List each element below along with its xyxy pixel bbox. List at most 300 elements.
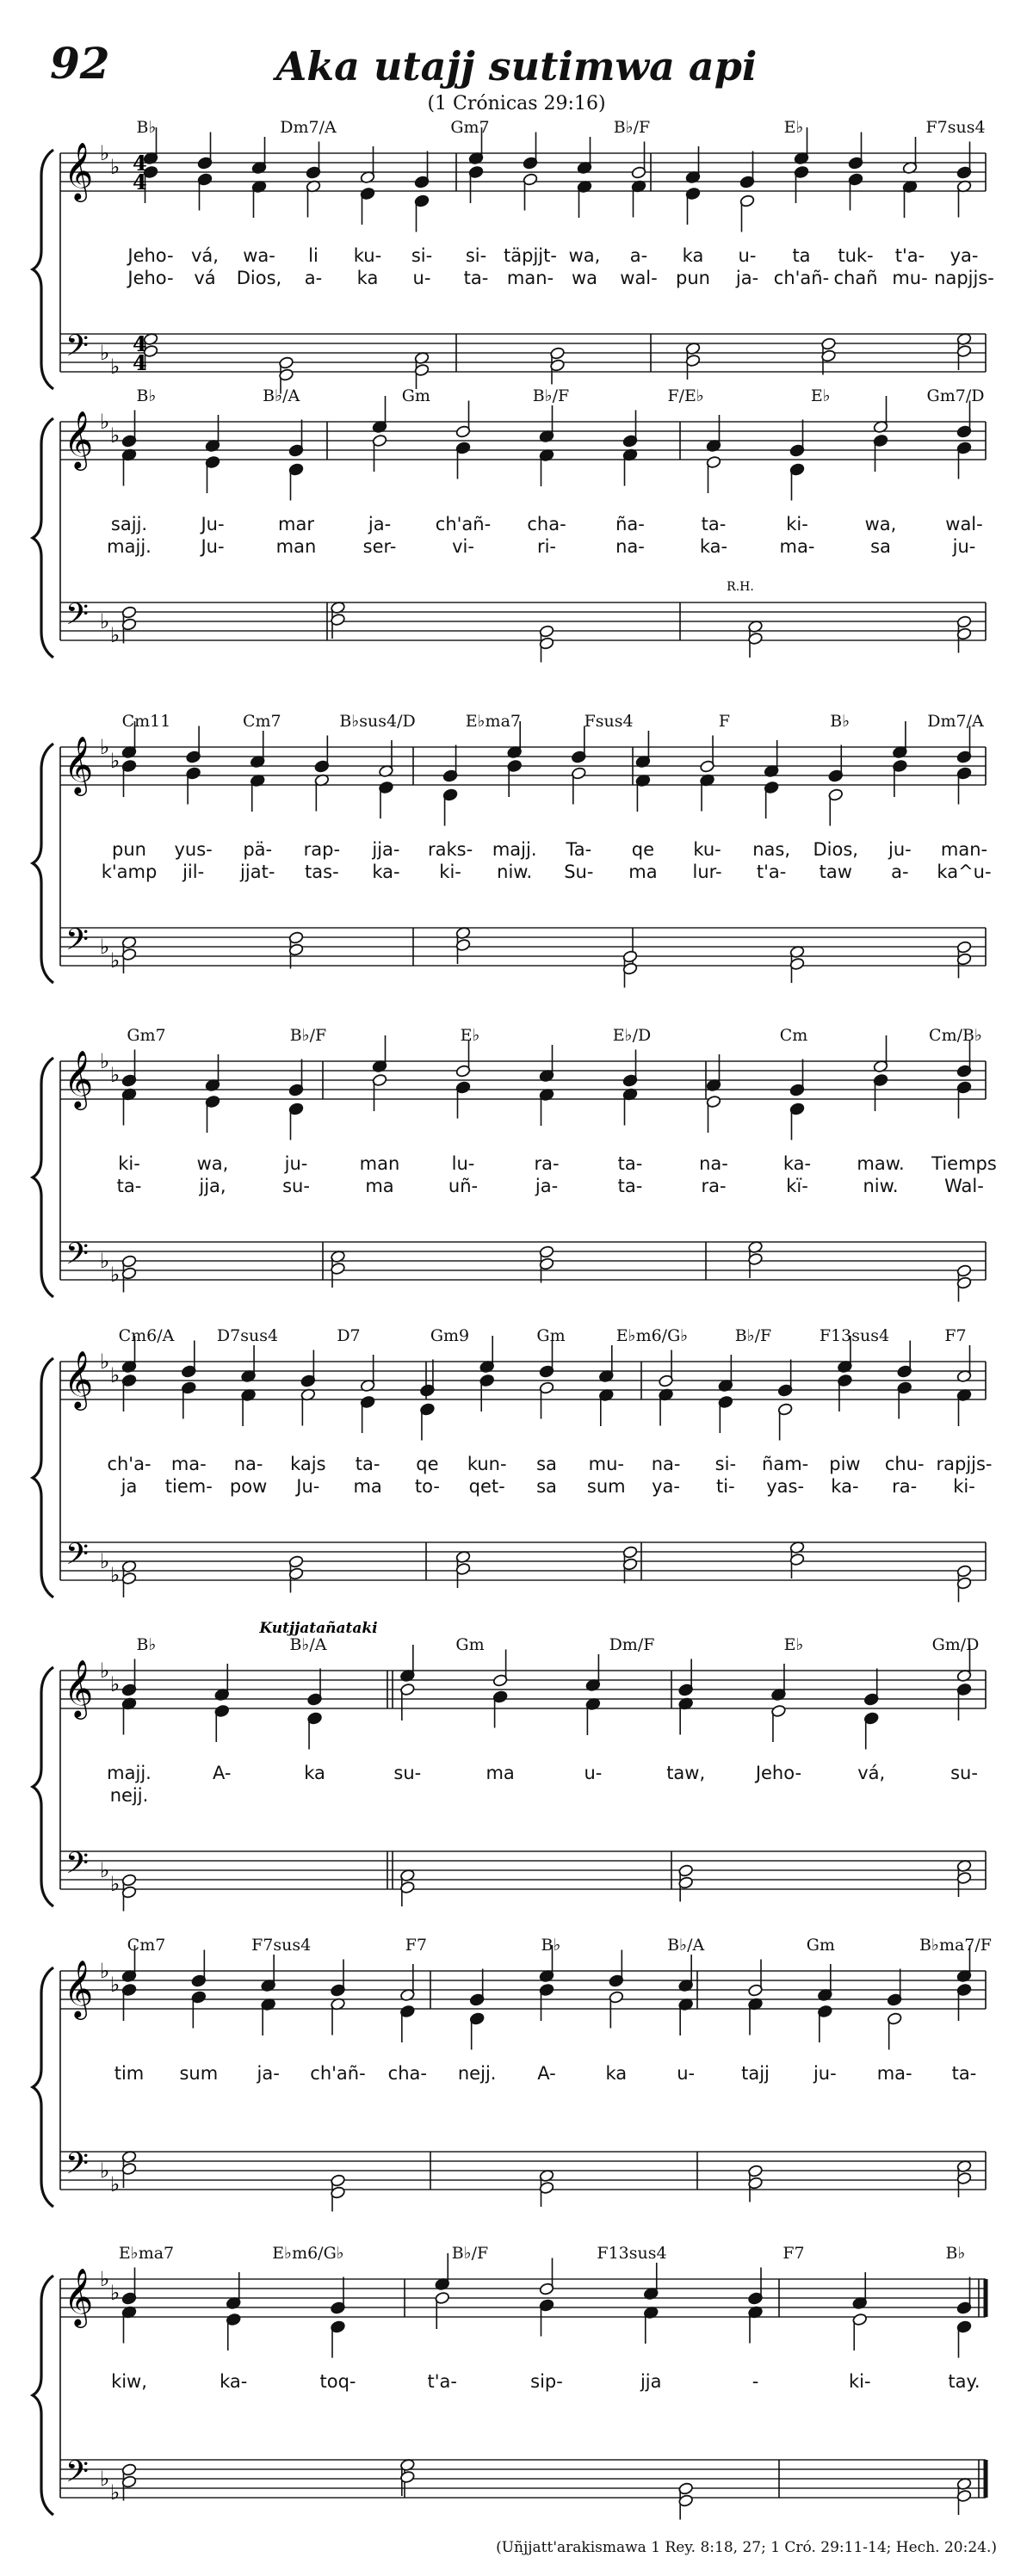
bass-clef: 𝄢	[65, 1236, 90, 1278]
key-signature-flat: ♭	[100, 735, 110, 759]
staff-brace	[33, 418, 53, 658]
note	[205, 1095, 220, 1133]
note	[771, 1704, 787, 1742]
note	[251, 137, 267, 175]
note	[205, 415, 220, 453]
note	[789, 463, 805, 501]
lyric-verse-2: niw.	[497, 862, 533, 882]
lyric-verse-1: na-	[233, 1454, 263, 1474]
bass-clef: 𝄢	[65, 2454, 90, 2496]
lyric-verse-1: a-	[629, 245, 648, 266]
note	[902, 137, 918, 175]
note	[678, 1998, 694, 2035]
lyric-verse-1: ñam-	[762, 1454, 809, 1474]
note	[577, 137, 592, 175]
note	[585, 1697, 601, 1735]
lyric-verse-1: ju-	[284, 1153, 308, 1174]
note	[306, 180, 321, 218]
lyric-verse-2: ja-	[535, 1176, 559, 1196]
chord-symbol: B♭	[136, 118, 157, 137]
lyric-verse-2: ja	[121, 1476, 138, 1497]
lyric-verse-2: ka-	[699, 536, 728, 557]
note	[360, 1395, 375, 1433]
bass-staff	[60, 334, 986, 372]
lyric-verse-1: t'a-	[427, 2371, 457, 2392]
chord-symbol: F7sus4	[251, 1936, 312, 1955]
lyric-verse-1: rap-	[303, 839, 341, 860]
hymn-title: Aka utajj sutimwa api	[275, 43, 758, 90]
lyric-verse-1: mar	[278, 514, 314, 534]
lyric-verse-2: sa	[870, 536, 891, 557]
lyric-verse-1: majj.	[492, 839, 537, 860]
lyric-verse-1: vá,	[857, 1763, 886, 1783]
chord-symbol: B♭/F	[451, 2244, 489, 2263]
note	[748, 1960, 764, 1998]
lyric-verse-2: napjjs-	[934, 268, 994, 288]
lyric-verse-2: taw	[819, 862, 852, 882]
lyric-verse-1: piw	[829, 1454, 861, 1474]
note	[789, 420, 805, 458]
scripture-reference: (1 Crónicas 29:16)	[427, 93, 606, 114]
lyric-verse-2: jjat-	[240, 862, 275, 882]
lyric-verse-1: u-	[677, 2063, 696, 2084]
lyric-verse-1: ka	[682, 245, 704, 266]
system-4	[33, 1035, 986, 1302]
note	[181, 1341, 196, 1379]
key-signature-flat: ♭	[100, 2467, 110, 2491]
note	[442, 745, 458, 783]
lyric-verse-1: sa	[536, 1454, 557, 1474]
lyric-verse-1: sip-	[530, 2371, 563, 2392]
lyric-verse-2: nejj.	[109, 1785, 149, 1806]
lyric-verse-2: ta-	[116, 1176, 142, 1196]
lyric-verse-2: t'a-	[756, 862, 787, 882]
bass-clef: 𝄢	[65, 1845, 90, 1887]
chord-symbol: Cm7	[242, 712, 281, 731]
key-signature-flat: ♭	[110, 423, 121, 448]
note	[300, 1350, 316, 1388]
note	[372, 434, 387, 472]
note	[468, 165, 484, 203]
lyric-verse-1: ka-	[782, 1153, 812, 1174]
lyric-verse-2: Su-	[564, 862, 594, 882]
chord-symbol: Dm7/A	[280, 118, 337, 137]
note	[469, 1969, 485, 2007]
lyric-verse-1: wa-	[243, 245, 275, 266]
lyric-verse-1: si-	[714, 1454, 737, 1474]
chord-symbol: B♭/F	[734, 1326, 772, 1345]
lyric-verse-1: wa,	[196, 1153, 229, 1174]
chord-symbol: D7sus4	[216, 1326, 279, 1345]
treble-clef: 𝄞	[64, 1959, 94, 2017]
note	[659, 1388, 674, 1426]
note	[419, 1360, 435, 1398]
treble-staff	[60, 1671, 986, 1708]
note	[306, 142, 321, 180]
note	[539, 1045, 554, 1083]
note	[794, 165, 809, 203]
note	[902, 180, 918, 218]
lyric-verse-1: u-	[584, 1763, 603, 1783]
staff-brace	[33, 1667, 53, 1906]
treble-clef: 𝄞	[64, 2267, 94, 2326]
lyric-verse-1: ra-	[534, 1153, 560, 1174]
note	[414, 151, 430, 189]
bass-clef: 𝄢	[65, 328, 90, 370]
lyric-verse-1: majj.	[107, 1763, 152, 1783]
lyric-verse-1: man	[359, 1153, 400, 1174]
note	[892, 759, 907, 797]
note	[288, 463, 304, 501]
chord-symbol: B♭/F	[613, 118, 651, 137]
note	[892, 721, 907, 759]
note	[764, 781, 779, 819]
note	[622, 1050, 638, 1088]
chord-symbol: B♭	[945, 2244, 966, 2263]
note	[622, 411, 638, 448]
note	[897, 1341, 912, 1379]
key-signature-flat: ♭	[110, 1263, 121, 1287]
chord-symbol: Gm	[455, 1635, 485, 1654]
bass-staff	[60, 1542, 986, 1580]
key-signature-flat: ♭	[100, 410, 110, 434]
key-signature-flat: ♭	[110, 948, 121, 973]
note	[539, 448, 554, 486]
lyric-verse-2: majj.	[107, 536, 152, 557]
lyric-verse-2: ta-	[463, 268, 489, 288]
note	[331, 2277, 346, 2315]
lyric-verse-1: chu-	[884, 1454, 925, 1474]
system-2	[33, 396, 986, 663]
note	[571, 726, 586, 764]
key-signature-flat: ♭	[100, 2159, 110, 2183]
note	[205, 455, 220, 493]
bass-staff	[60, 2460, 986, 2498]
lyric-verse-1: ja-	[257, 2063, 280, 2084]
note	[585, 1654, 601, 1692]
lyric-verse-1: cha-	[387, 2063, 427, 2084]
right-hand-marking: R.H.	[727, 580, 754, 594]
chord-symbol: B♭/A	[263, 386, 300, 405]
lyric-verse-2: ta-	[617, 1176, 643, 1196]
lyric-verse-1: Jeho-	[755, 1763, 802, 1783]
key-signature-flat: ♭	[110, 1672, 121, 1696]
key-signature-flat: ♭	[100, 935, 110, 959]
lyric-verse-1: ki-	[848, 2371, 871, 2392]
note	[848, 133, 863, 170]
treble-clef: 𝄞	[64, 1350, 94, 1408]
lyric-verse-1: ka-	[220, 2371, 248, 2392]
lyric-verse-1: su-	[393, 1763, 422, 1783]
lyric-verse-2: sum	[586, 1476, 626, 1497]
chord-symbol: F13sus4	[597, 2244, 667, 2263]
note	[956, 726, 972, 764]
note	[121, 1659, 137, 1697]
lyric-verse-2: ki-	[953, 1476, 975, 1497]
note	[739, 151, 755, 189]
note	[678, 1659, 694, 1697]
lyric-verse-1: tuk-	[838, 245, 874, 266]
lyric-verse-1: ja-	[368, 514, 392, 534]
lyric-verse-2: man	[275, 536, 317, 557]
note	[455, 1041, 471, 1078]
note	[956, 1345, 972, 1383]
note	[777, 1360, 793, 1398]
note	[121, 1374, 137, 1412]
note	[523, 133, 538, 170]
chord-symbol: Gm	[536, 1326, 566, 1345]
note	[622, 1088, 638, 1126]
note	[873, 396, 888, 434]
note	[635, 731, 651, 769]
note	[251, 180, 267, 218]
lyric-verse-1: t'a-	[894, 245, 925, 266]
lyric-verse-1: ch'añ-	[435, 514, 492, 534]
lyric-verse-1: ta-	[701, 514, 727, 534]
chord-symbol: B♭sus4/D	[339, 712, 416, 731]
note	[956, 1041, 972, 1078]
lyric-verse-1: lu-	[451, 1153, 475, 1174]
lyric-verse-2: ja-	[735, 268, 759, 288]
lyric-verse-1: man-	[940, 839, 988, 860]
chord-symbol: B♭ma7/F	[919, 1936, 992, 1955]
lyric-verse-1: mu-	[588, 1454, 624, 1474]
lyric-verse-2: niw.	[863, 1176, 899, 1196]
lyric-verse-1: u-	[738, 245, 757, 266]
bass-clef: 𝄢	[65, 2146, 90, 2188]
lyric-verse-1: tim	[114, 2063, 145, 2084]
note	[250, 731, 265, 769]
key-signature-flat: ♭	[100, 1659, 110, 1683]
lyric-verse-1: ya-	[949, 245, 979, 266]
note	[863, 1712, 879, 1750]
time-signature-bottom: 4	[133, 170, 147, 195]
note	[379, 781, 394, 819]
lyric-verse-1: si-	[411, 245, 433, 266]
note	[598, 1388, 614, 1426]
note	[887, 1969, 902, 2007]
note	[331, 1998, 346, 2035]
treble-clef: 𝄞	[64, 1659, 94, 1717]
lyric-verse-1: wa,	[568, 245, 601, 266]
note	[372, 1035, 387, 1073]
lyric-verse-1: nas,	[752, 839, 791, 860]
lyric-verse-1: ta-	[951, 2063, 977, 2084]
lyric-verse-2: ya-	[652, 1476, 681, 1497]
key-signature-flat: ♭	[100, 1858, 110, 1882]
note	[205, 1054, 220, 1092]
chord-symbol: F7	[405, 1936, 427, 1955]
lyric-verse-2: ra-	[701, 1176, 727, 1196]
note	[360, 146, 375, 184]
note	[307, 1669, 323, 1707]
lyric-verse-2: vá	[194, 268, 216, 288]
note	[643, 2306, 659, 2344]
note	[956, 1388, 972, 1426]
lyric-verse-1: na-	[651, 1454, 681, 1474]
key-signature-flat: ♭	[110, 1872, 121, 1896]
note	[863, 1669, 879, 1707]
lyric-verse-1: ka	[304, 1763, 325, 1783]
lyric-verse-2: ma	[628, 862, 658, 882]
chord-symbol: F/E♭	[667, 386, 704, 405]
note	[121, 1697, 137, 1735]
key-signature-flat: ♭	[100, 2267, 110, 2291]
note	[121, 1983, 137, 2021]
note	[300, 1388, 316, 1426]
staff-brace	[33, 2276, 53, 2515]
lyric-verse-1: ma	[486, 1763, 515, 1783]
chord-symbol: B♭	[830, 712, 851, 731]
note	[956, 1983, 972, 2021]
key-signature-flat: ♭	[110, 2281, 121, 2305]
note	[631, 142, 646, 180]
note	[777, 1403, 793, 1441]
note	[479, 1374, 495, 1412]
chord-symbol: B♭/A	[289, 1635, 327, 1654]
lyric-verse-1: tay.	[948, 2371, 980, 2392]
chord-symbol: F7sus4	[925, 118, 986, 137]
note	[643, 2263, 659, 2301]
key-signature-flat: ♭	[110, 2480, 121, 2505]
note	[307, 1712, 323, 1750]
lyric-verse-2: pow	[229, 1476, 268, 1497]
chord-symbol: Gm	[806, 1936, 835, 1955]
lyric-verse-1: sajj.	[110, 514, 148, 534]
treble-clef: 𝄞	[64, 141, 94, 200]
key-signature-flat: ♭	[100, 1350, 110, 1374]
note	[191, 1950, 207, 1988]
lyric-verse-2: tas-	[305, 862, 339, 882]
note	[539, 2258, 554, 2296]
lyric-verse-1: kiw,	[111, 2371, 147, 2392]
note	[631, 180, 646, 218]
note	[314, 774, 330, 812]
treble-clef: 𝄞	[64, 1049, 94, 1108]
chord-symbol: E♭ma7	[465, 712, 521, 731]
key-signature-flat: ♭	[110, 355, 121, 379]
lyric-verse-2: u-	[412, 268, 431, 288]
lyric-verse-1: rapjjs-	[936, 1454, 993, 1474]
key-signature-flat: ♭	[110, 749, 121, 773]
note	[121, 2306, 137, 2344]
note	[331, 1960, 346, 1998]
chord-symbol: Gm7	[127, 1026, 166, 1045]
note	[771, 1664, 787, 1702]
note	[685, 187, 701, 225]
chord-symbol: Gm7	[450, 118, 490, 137]
lyric-verse-1: ta-	[617, 1153, 643, 1174]
note	[539, 1088, 554, 1126]
note	[372, 396, 387, 434]
bass-clef: 𝄢	[65, 596, 90, 639]
lyric-verse-1: ka	[605, 2063, 628, 2084]
note	[121, 2268, 137, 2306]
lyric-verse-1: A-	[537, 2063, 556, 2084]
chord-symbol: Dm/F	[609, 1635, 655, 1654]
chord-symbol: B♭	[541, 1936, 561, 1955]
bass-clef: 𝄢	[65, 1536, 90, 1578]
chord-symbol: F7	[944, 1326, 967, 1345]
note	[789, 1103, 805, 1140]
note	[748, 2306, 764, 2344]
note	[635, 774, 651, 812]
note	[379, 740, 394, 778]
chord-symbol: E♭	[460, 1026, 480, 1045]
staff-brace	[33, 150, 53, 389]
lyric-verse-1: täpjjt-	[504, 245, 557, 266]
note	[706, 1095, 721, 1133]
treble-clef: 𝄞	[64, 735, 94, 794]
note	[507, 759, 523, 797]
note	[121, 759, 137, 797]
lyric-verse-2: Jeho-	[127, 268, 174, 288]
chord-symbol: Fsus4	[584, 712, 634, 731]
note	[469, 2012, 485, 2050]
lyric-verse-1: wal-	[945, 514, 983, 534]
lyric-verse-2: ka-	[831, 1476, 859, 1497]
lyric-verse-1: jja	[640, 2371, 662, 2392]
time-signature-top: 4	[133, 331, 147, 356]
key-signature-flat: ♭	[110, 155, 121, 179]
lyric-verse-1: si-	[465, 245, 487, 266]
lyric-verse-1: ta-	[355, 1454, 380, 1474]
note	[748, 1998, 764, 2035]
note	[435, 2253, 450, 2291]
key-signature-flat: ♭	[110, 623, 121, 647]
key-signature-flat: ♭	[110, 1063, 121, 1087]
note	[241, 1345, 257, 1383]
lyric-verse-1: qe	[416, 1454, 439, 1474]
key-signature-flat: ♭	[100, 1959, 110, 1983]
bass-staff	[60, 1242, 986, 1280]
note	[956, 142, 972, 180]
lyric-verse-1: A-	[213, 1763, 232, 1783]
lyric-verse-2: Ju-	[201, 536, 225, 557]
note	[539, 405, 554, 443]
key-signature-flat: ♭	[110, 2172, 121, 2196]
tempo-marking: Kutjjatañataki	[259, 1620, 378, 1637]
note	[288, 1059, 304, 1097]
note	[789, 1059, 805, 1097]
note	[121, 1050, 137, 1088]
chord-symbol: Gm	[401, 386, 430, 405]
note	[828, 788, 844, 826]
note	[479, 1336, 495, 1374]
staff-brace	[33, 744, 53, 983]
bass-clef: 𝄢	[65, 922, 90, 964]
note	[399, 1645, 415, 1683]
lyric-verse-2: jja,	[199, 1176, 226, 1196]
lyric-verse-1: toq-	[319, 2371, 356, 2392]
lyric-verse-1: wa,	[864, 514, 897, 534]
lyric-verse-2: lur-	[692, 862, 722, 882]
note	[360, 187, 375, 225]
lyric-verse-1: ta	[792, 245, 811, 266]
note	[492, 1650, 508, 1688]
key-signature-flat: ♭	[100, 341, 110, 365]
lyric-verse-1: tajj	[741, 2063, 770, 2084]
lyric-verse-1: ch'a-	[107, 1454, 152, 1474]
chord-symbol: B♭/F	[289, 1026, 327, 1045]
lyric-verse-1: Ta-	[566, 839, 592, 860]
lyric-verse-1: ju-	[813, 2063, 837, 2084]
lyric-verse-2: pun	[676, 268, 710, 288]
lyric-verse-1: ku-	[353, 245, 382, 266]
treble-clef: 𝄞	[64, 410, 94, 468]
lyric-verse-1: ch'añ-	[310, 2063, 366, 2084]
note	[852, 2313, 868, 2351]
